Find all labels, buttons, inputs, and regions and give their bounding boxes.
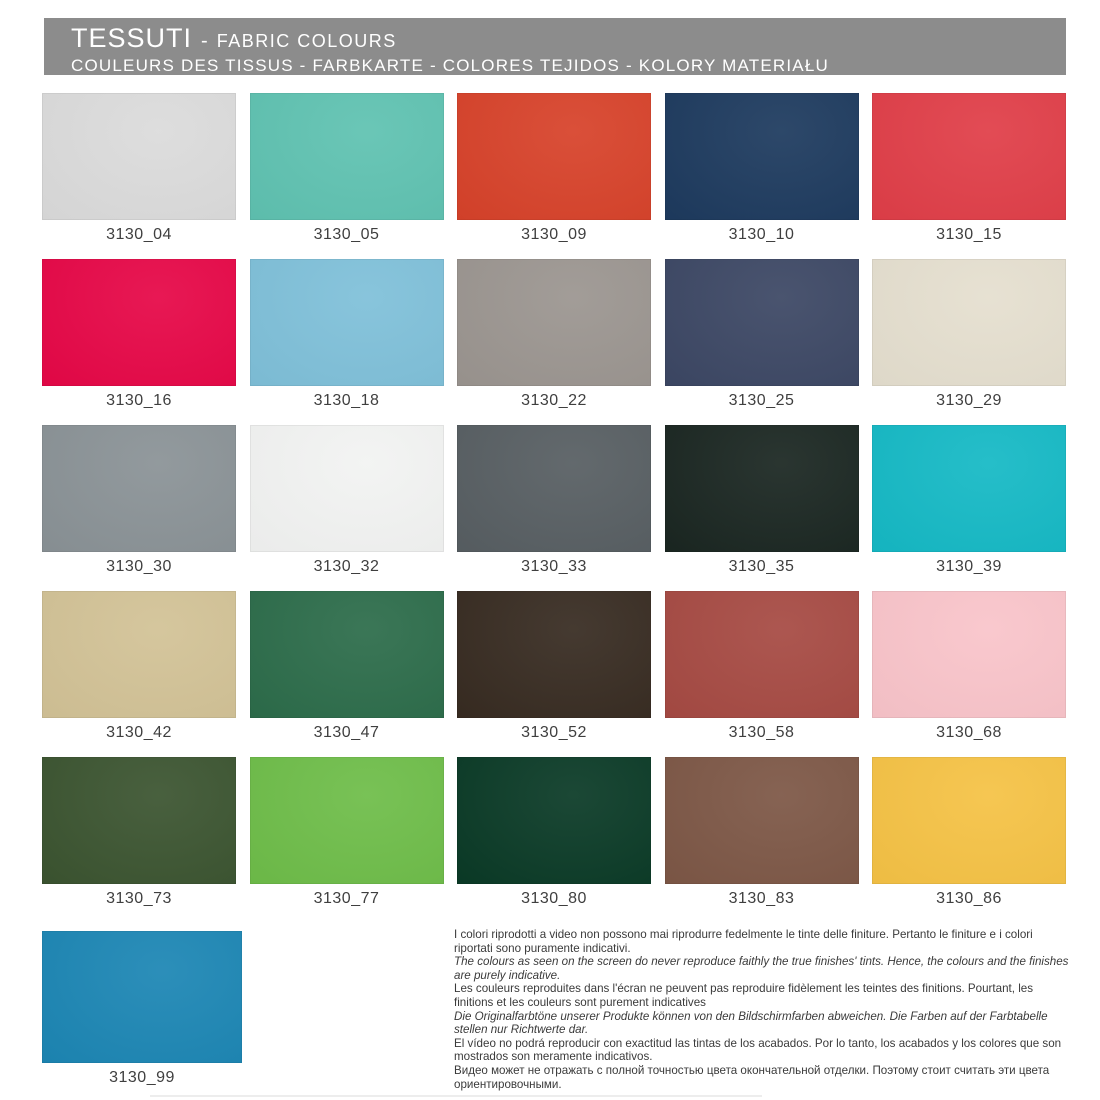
fabric-swatch <box>665 93 859 220</box>
swatch-cell <box>872 425 1066 591</box>
fabric-swatch <box>872 259 1066 386</box>
swatch-label: 3130_99 <box>109 1069 175 1086</box>
fabric-swatch <box>457 259 651 386</box>
fabric-swatch <box>872 93 1066 220</box>
page-title <box>71 23 1066 54</box>
swatch-label: 3130_09 <box>521 226 587 243</box>
swatch-cell <box>872 757 1066 923</box>
swatch-label: 3130_39 <box>936 558 1002 575</box>
fabric-swatch <box>665 757 859 884</box>
swatch-cell <box>457 93 651 259</box>
swatch-cell <box>42 591 236 757</box>
title-fabric-colours: FABRIC COLOURS <box>216 31 397 51</box>
swatch-label: 3130_18 <box>313 392 380 409</box>
swatch-label: 3130_04 <box>106 226 172 243</box>
swatch-label: 3130_42 <box>106 724 172 741</box>
disclaimer-paragraph: I colori riprodotti a video non possono mai riprodurre fedelmente le tinte delle finiture. Pertanto le finiture e i colori riportati sono puramente indicativi. <box>454 928 1033 955</box>
swatch-cell <box>457 591 651 757</box>
fabric-swatch <box>42 93 236 220</box>
fabric-swatch <box>872 591 1066 718</box>
swatch-label: 3130_52 <box>521 724 587 741</box>
fabric-swatch <box>872 757 1066 884</box>
swatch-cell-last <box>42 931 242 1087</box>
title-tessuti: TESSUTI <box>71 23 193 53</box>
fabric-swatch <box>250 757 444 884</box>
swatch-cell <box>872 93 1066 259</box>
swatch-label: 3130_86 <box>936 890 1002 907</box>
swatch-cell <box>665 259 859 425</box>
fabric-swatch <box>457 757 651 884</box>
fabric-swatch <box>665 591 859 718</box>
fabric-swatch <box>457 93 651 220</box>
swatch-label: 3130_58 <box>728 724 795 741</box>
fabric-swatch <box>665 259 859 386</box>
swatch-label: 3130_33 <box>521 558 587 575</box>
swatch-cell <box>457 757 651 923</box>
fabric-swatch <box>42 757 236 884</box>
swatch-label: 3130_32 <box>313 558 380 575</box>
fabric-swatch <box>42 591 236 718</box>
swatch-label: 3130_68 <box>936 724 1002 741</box>
swatch-label: 3130_15 <box>936 226 1002 243</box>
fabric-swatch <box>665 425 859 552</box>
disclaimer-text <box>454 928 1074 1091</box>
swatch-cell <box>42 259 236 425</box>
swatch-label: 3130_35 <box>728 558 795 575</box>
fabric-swatch <box>250 591 444 718</box>
swatch-cell <box>250 757 444 923</box>
swatch-cell <box>250 591 444 757</box>
fabric-swatch <box>872 425 1066 552</box>
swatch-label: 3130_10 <box>728 226 795 243</box>
swatch-grid <box>42 93 1066 923</box>
swatch-cell <box>457 259 651 425</box>
swatch-label: 3130_77 <box>313 890 380 907</box>
swatch-cell <box>42 425 236 591</box>
swatch-cell <box>665 591 859 757</box>
swatch-cell <box>665 93 859 259</box>
fabric-swatch <box>250 259 444 386</box>
disclaimer-paragraph: Видео может не отражать с полной точностью цвета окончательной отделки. Поэтому стоит считать эти цвета ориентировочными. <box>454 1063 1050 1091</box>
swatch-label: 3130_83 <box>728 890 795 907</box>
footer-divider <box>150 1095 762 1097</box>
swatch-cell <box>872 259 1066 425</box>
fabric-swatch <box>42 931 242 1063</box>
swatch-cell <box>42 93 236 259</box>
swatch-label: 3130_22 <box>521 392 587 409</box>
disclaimer-paragraph: Die Originalfarbtöne unserer Produkte können von den Bildschirmfarben abweichen. Die Farben auf der Farbtabelle stellen nur Richtwerte dar. <box>454 1009 1048 1037</box>
disclaimer-paragraph: The colours as seen on the screen do never reproduce faithly the true finishes' tints. Hence, the colours and the finishes are purely indicative. <box>454 955 1069 982</box>
disclaimer-paragraph: El vídeo no podrá reproducir con exactitud las tintas de los acabados. Por lo tanto, los acabados y los colores que son mostrados son meramente indicativos. <box>454 1036 1062 1064</box>
swatch-label: 3130_73 <box>106 890 172 907</box>
fabric-swatch <box>250 425 444 552</box>
fabric-swatch <box>250 93 444 220</box>
disclaimer-paragraph: Les couleurs reproduites dans l'écran ne peuvent pas reproduire fidèlement les teintes des finitions. Pourtant, les finitions et les couleurs sont purement indicatives <box>454 982 1034 1009</box>
swatch-label: 3130_29 <box>936 392 1002 409</box>
swatch-label: 3130_05 <box>313 226 380 243</box>
swatch-label: 3130_80 <box>521 890 587 907</box>
swatch-label: 3130_30 <box>106 558 172 575</box>
swatch-label: 3130_47 <box>313 724 380 741</box>
fabric-swatch <box>42 425 236 552</box>
fabric-swatch <box>457 591 651 718</box>
swatch-cell <box>250 425 444 591</box>
page-subtitle: COULEURS DES TISSUS - FARBKARTE - COLORES TEJIDOS - KOLORY MATERIAŁU <box>71 56 829 75</box>
swatch-cell <box>250 259 444 425</box>
swatch-cell <box>42 931 242 1087</box>
swatch-cell <box>872 591 1066 757</box>
swatch-cell <box>665 425 859 591</box>
header-banner <box>44 18 1066 75</box>
fabric-swatch <box>42 259 236 386</box>
swatch-cell <box>250 93 444 259</box>
title-separator: - <box>201 30 208 52</box>
swatch-label: 3130_25 <box>728 392 795 409</box>
swatch-cell <box>665 757 859 923</box>
swatch-label: 3130_16 <box>106 392 172 409</box>
fabric-swatch <box>457 425 651 552</box>
swatch-cell <box>42 757 236 923</box>
swatch-cell <box>457 425 651 591</box>
